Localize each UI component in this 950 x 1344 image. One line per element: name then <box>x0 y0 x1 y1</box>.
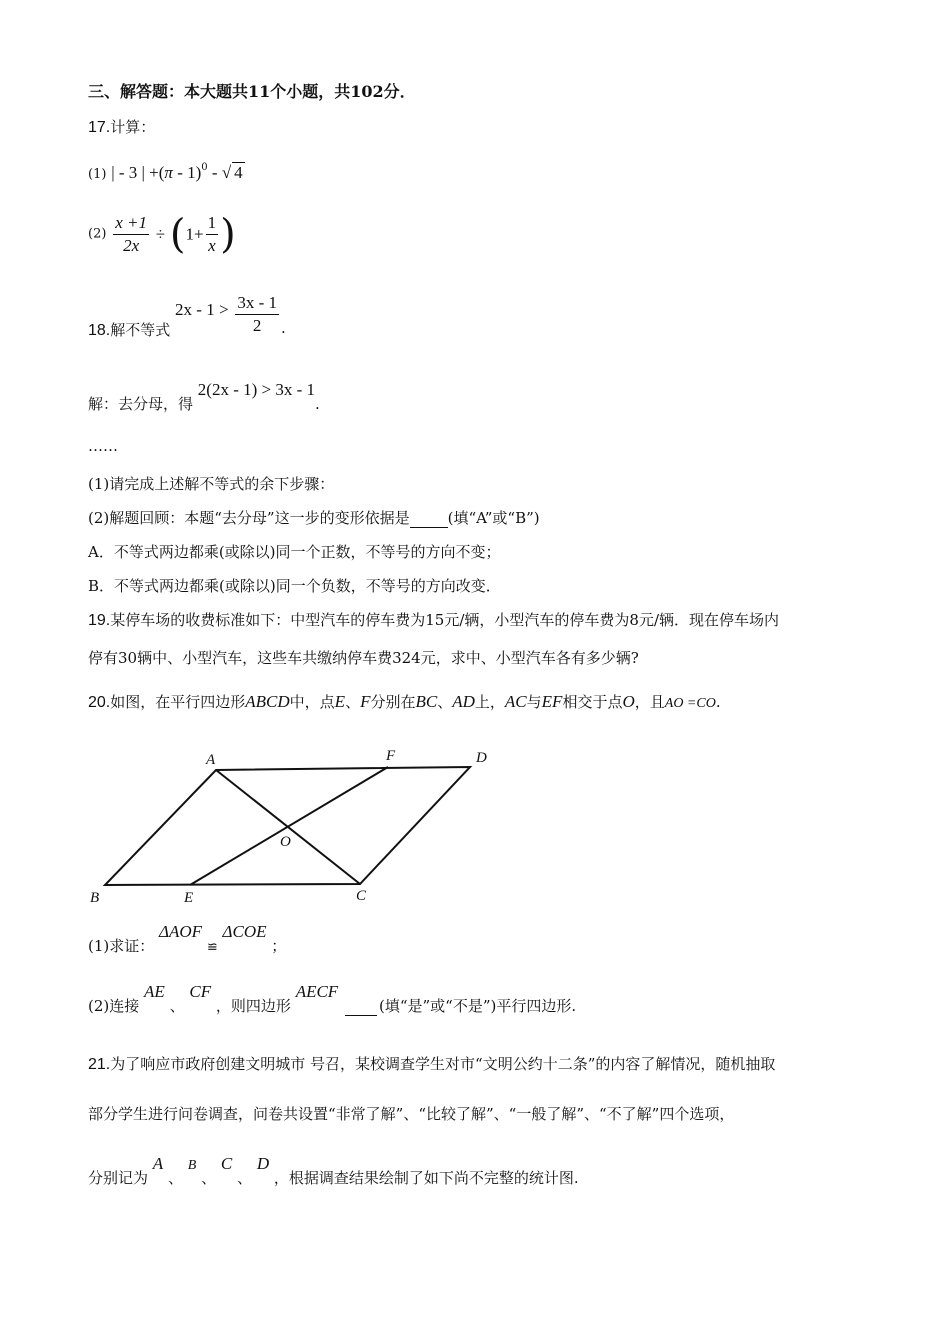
q18-rhs-num: 3x - 1 <box>235 292 279 315</box>
q21-text3b: ，根据调查结果绘制了如下尚不完整的统计图. <box>273 1169 579 1187</box>
q21-sep2: 、 <box>201 1169 217 1187</box>
q17-p2-den: 2x <box>123 236 140 255</box>
q18-heading <box>88 294 286 348</box>
q17-p2-inner-den: x <box>208 236 216 255</box>
q20-p1-label: (1)求证： <box>88 937 155 955</box>
q18-part2 <box>88 508 540 528</box>
label-a: A <box>206 752 216 768</box>
q18-part2-hint: (填“A”或“B”) <box>447 509 540 527</box>
q20-p1-end: ； <box>271 937 287 955</box>
q18-end: . <box>281 318 286 337</box>
label-f: F <box>386 748 396 764</box>
q20-p2-cf: CF <box>189 982 212 1001</box>
q20-t5: 、 <box>437 693 453 711</box>
q20-heading <box>88 692 721 714</box>
q18-sol-expr: 2(2x - 1) > 3x - 1 <box>197 380 316 399</box>
q17-p2-label: (2) <box>88 226 107 242</box>
q17-p1-abs: | - 3 | <box>111 163 145 182</box>
q17-p1-exp: 0 <box>201 162 208 173</box>
q17-number: 17. <box>88 119 111 136</box>
q20-p1-triangle1: ΔAOF <box>159 922 203 941</box>
q17-p1-pi: π <box>164 163 173 182</box>
parallelogram-figure <box>86 742 506 912</box>
q20-e: E <box>334 692 346 711</box>
q19-number: 19. <box>88 612 111 629</box>
q20-ad: AD <box>452 692 475 711</box>
q21-line2: 部分学生进行问卷调查，问卷共设置“非常了解”、“比较了解”、“一般了解”、“不了解”四个选项， <box>88 1105 735 1123</box>
q21-text3a: 分别记为 <box>88 1169 149 1187</box>
section-title: 三、解答题：本大题共11个小题，共102分． <box>88 82 416 101</box>
q20-number: 20. <box>88 694 111 711</box>
q17-p2-inner-num: 1 <box>206 212 219 235</box>
q19-line2: 停有30辆中、小型汽车，这些车共缴纳停车费324元，求中、小型汽车各有多少辆? <box>88 649 639 667</box>
q18-solution <box>88 382 320 416</box>
q18-rhs-fraction <box>235 292 279 337</box>
label-c: C <box>356 888 367 904</box>
q20-t8: 相交于点 <box>562 693 623 711</box>
label-e: E <box>184 890 194 906</box>
q20-f: F <box>360 692 371 711</box>
q21-line1 <box>88 1054 775 1075</box>
q18-sol-end: . <box>315 395 320 413</box>
q21-sep3: 、 <box>237 1169 253 1187</box>
q21-sep1: 、 <box>167 1169 183 1187</box>
q20-p2-end: (填“是”或“不是”)平行四边形. <box>378 997 577 1015</box>
q17-p1-rest: - 1) <box>172 163 202 182</box>
label-o: O <box>280 834 291 850</box>
q21-line3 <box>88 1154 579 1190</box>
q18-rhs-den: 2 <box>252 316 262 335</box>
q18-ellipsis: …… <box>88 437 118 455</box>
q20-o: O <box>622 692 635 711</box>
q20-t3: 、 <box>345 693 361 711</box>
left-paren-icon: ( <box>169 211 186 258</box>
q18-part1: (1)请完成上述解不等式的余下步骤： <box>88 475 335 493</box>
q18-text: 解不等式 <box>110 320 171 339</box>
q21-text1: 为了响应市政府创建文明城市 号召，某校调查学生对市“文明公约十二条”的内容了解情况，随机抽取 <box>110 1055 776 1073</box>
q20-p1-triangle2: ΔCOE <box>222 922 267 941</box>
q20-t2: 中，点 <box>289 693 335 711</box>
congruent-icon: ≌ <box>206 940 218 955</box>
q18-option-b: B．不等式两边都乘(或除以)同一个负数，不等号的方向改变． <box>88 577 501 595</box>
q17-p2-div: ÷ <box>155 224 166 244</box>
label-d: D <box>476 750 487 766</box>
q20-ao-co: AO =CO <box>664 696 716 711</box>
q17-part1 <box>88 158 245 185</box>
q17-p1-radicand: 4 <box>234 163 243 182</box>
q20-abcd: ABCD <box>245 692 290 711</box>
q20-part1 <box>88 922 286 958</box>
right-paren-icon: ) <box>220 211 236 258</box>
q20-p2-sep: 、 <box>169 997 185 1015</box>
q20-p2-label: (2)连接 <box>88 997 140 1015</box>
q20-p2-text: ，则四边形 <box>215 997 291 1015</box>
q21-option-b: B <box>187 1158 197 1173</box>
q18-part2-text: (2)解题回顾：本题“去分母”这一步的变形依据是 <box>88 509 410 527</box>
q20-t1: 如图，在平行四边形 <box>110 693 246 711</box>
q19-line1 <box>88 610 779 631</box>
q20-part2 <box>88 982 576 1018</box>
q21-option-c: C <box>220 1154 233 1173</box>
q17-p1-plus: +( <box>144 163 165 182</box>
q20-t6: 上， <box>474 693 505 711</box>
q17-text: 计算： <box>110 118 156 136</box>
q18-lhs <box>175 300 229 319</box>
q20-t10: . <box>715 693 721 711</box>
label-b: B <box>90 890 100 906</box>
q17-heading <box>88 117 155 138</box>
q17-p2-fraction <box>113 212 149 257</box>
q20-ef: EF <box>541 692 563 711</box>
q17-part2 <box>88 212 236 264</box>
q17-p2-inner-fraction <box>206 212 219 257</box>
q20-p2-ae: AE <box>144 982 165 1001</box>
q20-t7: 与 <box>526 693 542 711</box>
q20-t4: 分别在 <box>370 693 416 711</box>
q17-p2-one: 1+ <box>185 224 204 244</box>
sqrt-icon: √ <box>221 163 232 182</box>
q18-lhs-text: 2x - 1 > <box>175 299 229 319</box>
q21-number: 21. <box>88 1056 111 1073</box>
q20-answer-blank[interactable] <box>345 1001 377 1016</box>
q17-p1-label: (1) <box>88 167 107 182</box>
q17-p2-num: x +1 <box>113 212 149 235</box>
q20-p2-aecf: AECF <box>295 982 339 1001</box>
q18-option-a: A．不等式两边都乘(或除以)同一个正数，不等号的方向不变； <box>88 543 501 561</box>
q19-text1: 某停车场的收费标准如下：中型汽车的停车费为15元/辆，小型汽车的停车费为8元/辆．现在停车场内 <box>110 611 779 629</box>
q17-p1-minus: - <box>207 163 222 182</box>
q18-answer-blank[interactable] <box>410 513 448 528</box>
q18-number: 18. <box>88 321 111 339</box>
q20-ac: AC <box>504 692 527 711</box>
q20-bc: BC <box>415 692 438 711</box>
q18-sol-prefix: 解：去分母，得 <box>88 395 194 413</box>
q20-t9: ，且 <box>634 693 665 711</box>
q21-option-a: A <box>152 1154 164 1173</box>
segment-ef <box>190 767 388 885</box>
q21-option-d: D <box>256 1154 270 1173</box>
